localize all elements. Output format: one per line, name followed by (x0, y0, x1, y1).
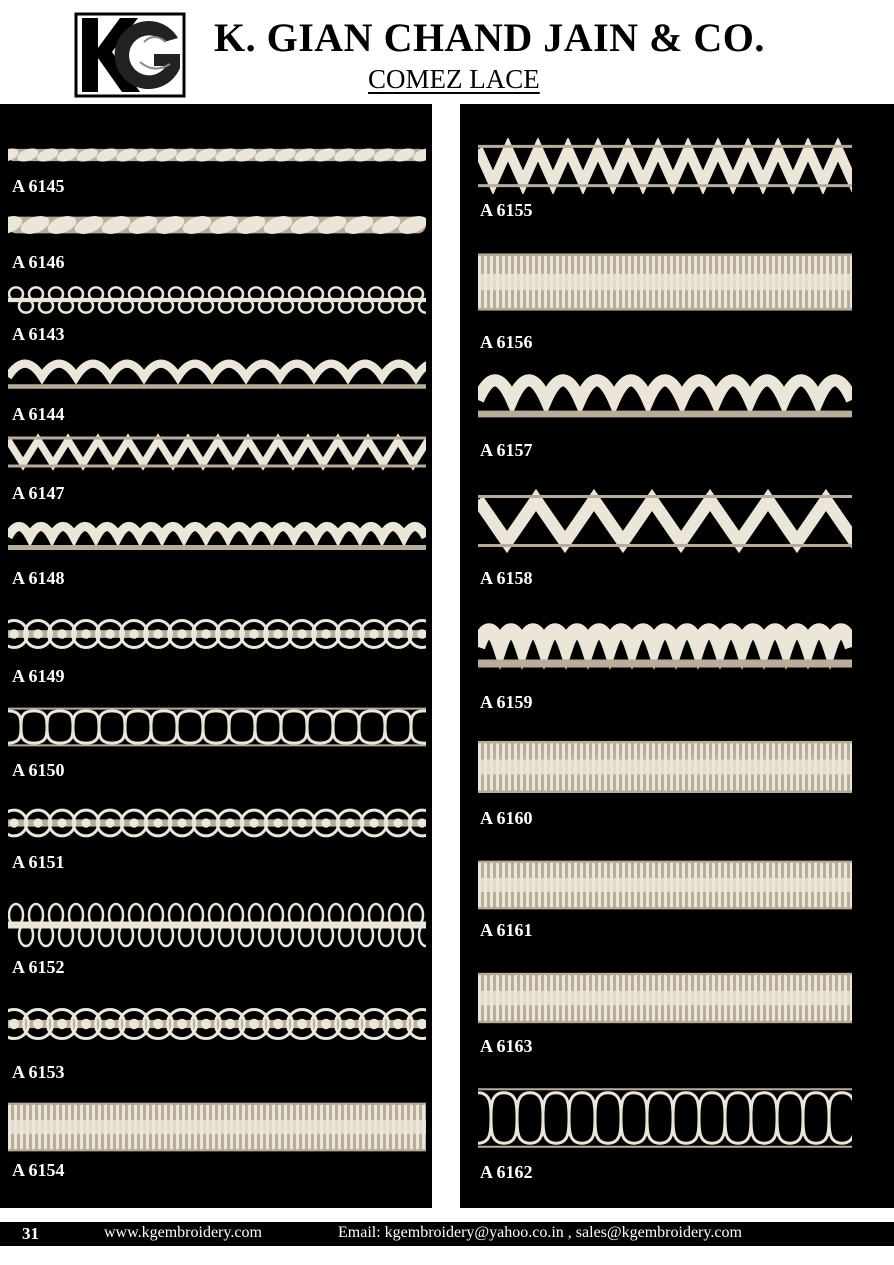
lace-trim-image (478, 736, 852, 798)
lace-trim-image (478, 138, 852, 194)
lace-trim-image (478, 968, 852, 1028)
lace-trim-image (478, 486, 852, 556)
page-number: 31 (22, 1224, 39, 1243)
product-code: A 6159 (480, 692, 533, 712)
product-code: A 6156 (480, 332, 533, 352)
product-code: A 6149 (12, 666, 65, 686)
product-code: A 6154 (12, 1160, 65, 1180)
lace-trim-image (8, 1098, 426, 1156)
product-code: A 6163 (480, 1036, 533, 1056)
catalog-subtitle: COMEZ LACE (368, 64, 540, 94)
website-link[interactable]: www.kgembroidery.com (104, 1224, 262, 1241)
lace-trim-image (8, 704, 426, 750)
product-code: A 6143 (12, 324, 65, 344)
product-code: A 6150 (12, 760, 65, 780)
lace-trim-image (478, 614, 852, 680)
lace-trim-image (478, 856, 852, 914)
lace-trim-image (8, 144, 426, 166)
lace-trim-image (8, 432, 426, 472)
page-header (0, 0, 894, 104)
lace-trim-image (8, 610, 426, 658)
product-code: A 6151 (12, 852, 65, 872)
product-code: A 6161 (480, 920, 533, 940)
lace-trim-image (8, 516, 426, 558)
product-code: A 6160 (480, 808, 533, 828)
product-code: A 6162 (480, 1162, 533, 1182)
product-code: A 6145 (12, 176, 65, 196)
page-footer (0, 1222, 894, 1246)
lace-trim-image (8, 800, 426, 846)
lace-trim-image (478, 1082, 852, 1154)
lace-trim-image (8, 900, 426, 950)
product-code: A 6152 (12, 957, 65, 977)
lace-trim-image (478, 372, 852, 428)
product-code: A 6144 (12, 404, 65, 424)
kg-logo (74, 12, 186, 98)
lace-trim-image (8, 358, 426, 396)
product-code: A 6147 (12, 483, 65, 503)
lace-trim-image (8, 210, 426, 240)
email-contacts[interactable]: Email: kgembroidery@yahoo.co.in , sales@kgembroidery.com (338, 1224, 742, 1241)
company-name: K. GIAN CHAND JAIN & CO. (214, 15, 765, 60)
product-code: A 6148 (12, 568, 65, 588)
product-code: A 6158 (480, 568, 533, 588)
product-code: A 6155 (480, 200, 533, 220)
lace-trim-image (478, 248, 852, 316)
product-code: A 6146 (12, 252, 65, 272)
product-code: A 6157 (480, 440, 533, 460)
lace-trim-image (8, 285, 426, 315)
lace-trim-image (8, 998, 426, 1050)
product-code: A 6153 (12, 1062, 65, 1082)
